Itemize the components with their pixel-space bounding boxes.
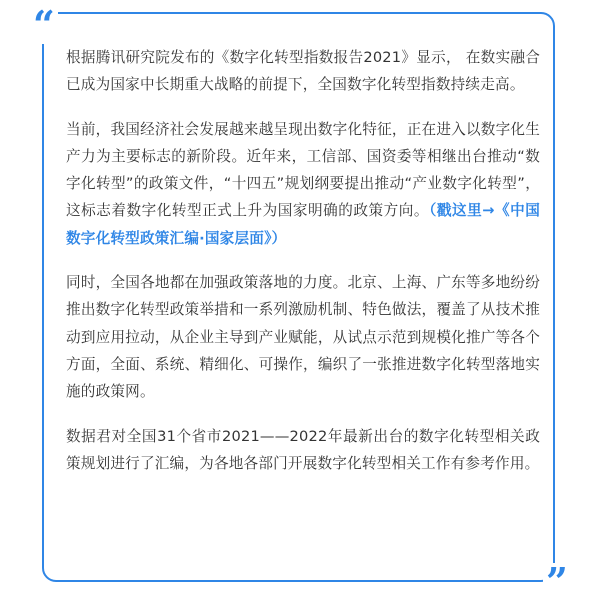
article-body — [66, 44, 540, 494]
paragraph-2-text: 当前，我国经济社会发展越来越呈现出数字化特征，正在进入以数字化生产力为主要标志的新阶段。近年来，工信部、国资委等相继出台推动“数字化转型”的政策文件，“十四五”规划纲要提出推动“产业数字化转型”，这标志着数字化转型正式上升为国家明确的政策方向。 — [66, 120, 540, 220]
paragraph-1 — [66, 44, 540, 99]
paragraph-4-text: 数据君对全国31个省市2021——2022年最新出台的数字化转型相关政策规划进行了汇编，为各地各部门开展数字化转型相关工作有参考作用。 — [66, 427, 540, 472]
paragraph-3 — [66, 269, 540, 405]
close-quote-icon: ” — [543, 563, 571, 601]
paragraph-4 — [66, 423, 540, 478]
open-quote-icon: “ — [30, 6, 58, 44]
policy-compilation-link[interactable]: （戳这里→《中国数字化转型政策汇编·国家层面》） — [66, 202, 540, 247]
paragraph-3-text: 同时，全国各地都在加强政策落地的力度。北京、上海、广东等多地纷纷推出数字化转型政策举措和一系列激励机制、特色做法，覆盖了从技术推动到应用拉动，从企业主导到产业赋能，从试点示范到规模化推广等各个方面，全面、系统、精细化、可操作，编织了一张推进数字化转型落地实施的政策网。 — [66, 274, 540, 401]
paragraph-1-text: 根据腾讯研究院发布的《数字化转型指数报告2021》显示， 在数实融合已成为国家中长期重大战略的前提下，全国数字化转型指数持续走高。 — [66, 49, 540, 94]
paragraph-2 — [66, 116, 540, 252]
